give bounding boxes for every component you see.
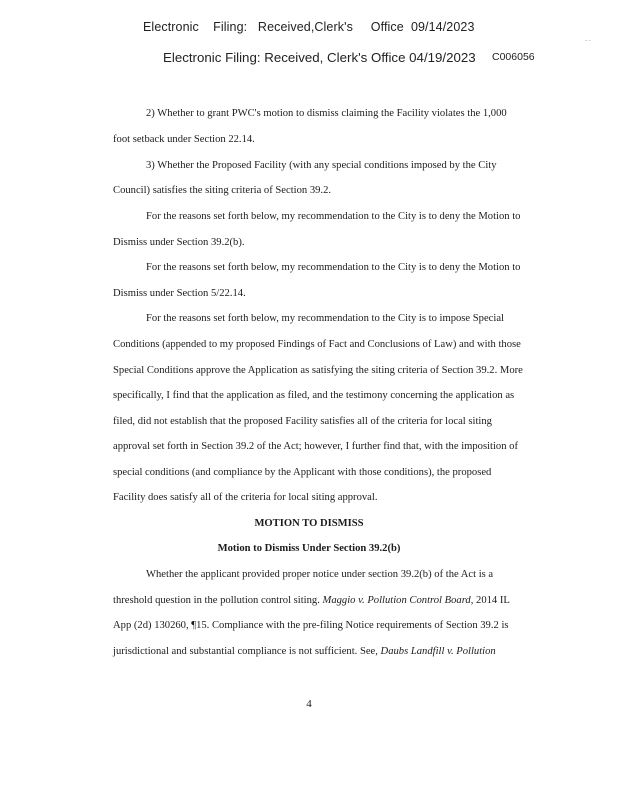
paragraph-line: Conditions (appended to my proposed Findings of Fact and Conclusions of Law) and with those [113,339,521,350]
text-run: threshold question in the pollution control siting. [113,595,323,606]
paragraph-line: Whether the applicant provided proper notice under section 39.2(b) of the Act is a [146,569,494,580]
paragraph-line: Council) satisfies the siting criteria of Section 39.2. [113,185,332,196]
paragraph-line: For the reasons set forth below, my recommendation to the City is to deny the Motion to [146,211,521,222]
filing-stamp-top: Electronic Filing: Received,Clerk's Office 09/14/2023 [143,20,475,34]
paragraph-line: approval set forth in Section 39.2 of the Act; however, I further find that, with the imposition of [113,441,518,452]
paragraph-line: specifically, I find that the application as filed, and the testimony concerning the application as [113,390,515,401]
page-number: 4 [306,698,312,710]
text-run: jurisdictional and substantial compliance is not sufficient. See, [113,646,381,657]
paragraph-line: Facility does satisfy all of the criteria for local siting approval. [113,492,378,503]
paragraph-line: 2) Whether to grant PWC's motion to dismiss claiming the Facility violates the 1,000 [146,108,507,119]
paragraph-line: For the reasons set forth below, my recommendation to the City is to impose Special [146,313,504,324]
paragraph-line [113,595,510,606]
paragraph-line: 3) Whether the Proposed Facility (with any special conditions imposed by the City [146,160,497,171]
filing-stamp-second: Electronic Filing: Received, Clerk's Office 04/19/2023 [163,50,476,65]
paragraph-line: Dismiss under Section 5/22.14. [113,288,246,299]
subsection-heading: Motion to Dismiss Under Section 39.2(b) [217,543,401,554]
case-citation: Daubs Landfill v. Pollution [380,646,496,657]
paragraph-line: Dismiss under Section 39.2(b). [113,237,245,248]
paragraph-line: Special Conditions approve the Application as satisfying the siting criteria of Section 39.2. More [113,365,523,376]
paragraph-line: special conditions (and compliance by the Applicant with those conditions), the proposed [113,467,492,478]
paragraph-line: For the reasons set forth below, my recommendation to the City is to deny the Motion to [146,262,521,273]
section-heading: MOTION TO DISMISS [254,518,364,529]
paragraph-line [113,646,496,657]
paragraph-line: App (2d) 130260, ¶15. Compliance with the pre-filing Notice requirements of Section 39.2 is [113,620,509,631]
paragraph-line: foot setback under Section 22.14. [113,134,255,145]
text-run: , 2014 IL [470,595,510,606]
document-code: C006056 [492,51,535,63]
corner-mark: - - [585,38,591,44]
paragraph-line: filed, did not establish that the proposed Facility satisfies all of the criteria for local siting [113,416,492,427]
case-citation: Maggio v. Pollution Control Board [322,595,471,606]
